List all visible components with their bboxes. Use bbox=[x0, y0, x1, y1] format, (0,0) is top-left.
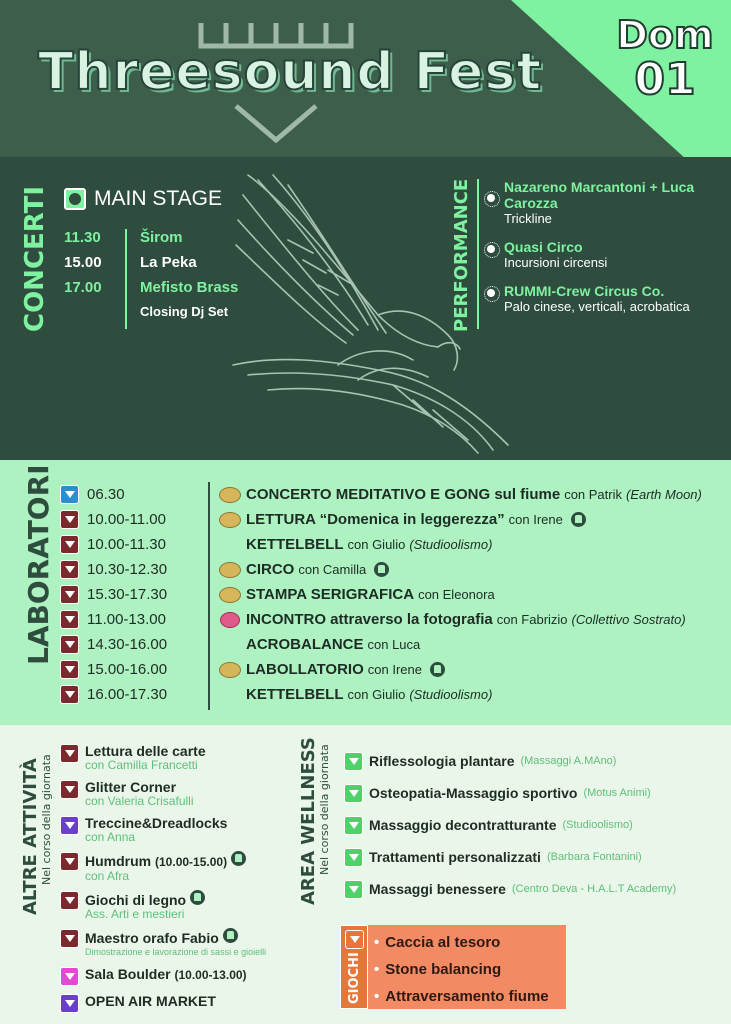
altre-item bbox=[60, 815, 290, 844]
altre-host: con Valeria Crisafulli bbox=[85, 794, 194, 808]
family-icon bbox=[223, 928, 238, 943]
day-number: 01 bbox=[634, 54, 696, 105]
altre-list bbox=[60, 743, 290, 1020]
lab-event-title: LETTURA “Domenica in leggerezza” bbox=[246, 511, 505, 528]
dropdown-icon bbox=[60, 635, 79, 654]
concert-name: La Peka bbox=[140, 254, 197, 271]
performance-name: Nazareno Marcantoni + Luca Carozza bbox=[504, 179, 695, 211]
lab-event-title: ACROBALANCE bbox=[246, 636, 364, 653]
dropdown-icon bbox=[60, 510, 79, 529]
lab-time-row bbox=[60, 557, 167, 582]
lab-time-row bbox=[60, 682, 167, 707]
coin-icon bbox=[218, 561, 242, 579]
lab-time: 15.30-17.30 bbox=[87, 586, 168, 603]
family-icon bbox=[231, 851, 246, 866]
lab-event-host: con Luca bbox=[367, 637, 421, 652]
sun-icon bbox=[484, 286, 498, 300]
lab-event-org: (Collettivo Sostrato) bbox=[571, 612, 686, 627]
dropdown-icon bbox=[344, 880, 363, 899]
lab-event-host: con Eleonora bbox=[418, 587, 495, 602]
performance-name: Quasi Circo bbox=[504, 239, 583, 255]
concert-time: 15.00 bbox=[64, 254, 102, 271]
lab-time: 10.30-12.30 bbox=[87, 561, 168, 578]
performance-item bbox=[484, 239, 724, 271]
lab-event-host: con Irene bbox=[508, 512, 563, 527]
concert-name: Širom bbox=[140, 229, 183, 246]
dropdown-icon bbox=[60, 610, 79, 629]
lab-event-org: (Earth Moon) bbox=[626, 487, 702, 502]
lab-event bbox=[218, 657, 702, 682]
altre-item bbox=[60, 928, 290, 959]
bullet: • bbox=[374, 961, 380, 978]
altre-host: Ass. Arti e mestieri bbox=[85, 907, 185, 921]
altre-item bbox=[60, 851, 290, 883]
dropdown-icon bbox=[60, 535, 79, 554]
lab-event bbox=[218, 557, 702, 582]
lab-time: 10.00-11.30 bbox=[87, 536, 166, 553]
wellness-list bbox=[344, 745, 676, 905]
lab-time-row bbox=[60, 507, 167, 532]
altre-name: Glitter Corner bbox=[85, 779, 177, 795]
lab-time: 16.00-17.30 bbox=[87, 686, 168, 703]
performance-desc: Trickline bbox=[504, 211, 552, 226]
performance-item bbox=[484, 283, 724, 315]
dropdown-icon bbox=[60, 967, 79, 986]
wellness-name: Osteopatia-Massaggio sportivo bbox=[369, 785, 578, 801]
giochi-box bbox=[340, 925, 566, 1009]
bullet: • bbox=[374, 934, 380, 951]
dropdown-icon bbox=[344, 752, 363, 771]
dropdown-icon bbox=[60, 585, 79, 604]
dropdown-icon bbox=[60, 929, 79, 948]
dropdown-icon bbox=[345, 930, 364, 949]
dropdown-icon bbox=[60, 852, 79, 871]
wellness-host: (Motus Animi) bbox=[583, 787, 651, 799]
family-icon bbox=[374, 562, 389, 577]
altre-sub-label: Nel corso della giornata bbox=[40, 754, 53, 885]
sun-icon bbox=[484, 191, 498, 205]
lab-time-row bbox=[60, 657, 167, 682]
lab-event-host: con Camilla bbox=[298, 562, 367, 577]
coin-icon bbox=[218, 661, 242, 679]
altre-name: Treccine&Dreadlocks bbox=[85, 815, 228, 831]
wellness-host: (Massaggi A.MAno) bbox=[520, 755, 617, 767]
family-icon bbox=[190, 890, 205, 905]
lab-time-row bbox=[60, 632, 167, 657]
laboratori-section bbox=[0, 460, 731, 725]
altre-time: (10.00-15.00) bbox=[155, 855, 228, 869]
dropdown-icon bbox=[60, 560, 79, 579]
lab-event-title: KETTELBELL bbox=[246, 536, 344, 553]
lab-time-row bbox=[60, 582, 167, 607]
concert-names bbox=[140, 229, 238, 329]
altre-item bbox=[60, 779, 290, 808]
lab-time-row bbox=[60, 482, 167, 507]
concert-divider bbox=[125, 229, 127, 329]
altre-item bbox=[60, 743, 290, 772]
wellness-host: (Barbara Fontanini) bbox=[546, 851, 642, 863]
dropdown-icon bbox=[344, 848, 363, 867]
lab-event bbox=[218, 607, 702, 632]
concert-time: 17.00 bbox=[64, 279, 102, 296]
lab-event-host: con Irene bbox=[367, 662, 422, 677]
altre-host: con Afra bbox=[85, 869, 130, 883]
altre-item bbox=[60, 993, 290, 1013]
lab-time: 14.30-16.00 bbox=[87, 636, 168, 653]
blank-icon bbox=[218, 636, 242, 654]
header bbox=[0, 0, 731, 157]
bottom-section bbox=[0, 725, 731, 1024]
concert-time: 11.30 bbox=[64, 229, 101, 246]
laboratori-label: LABORATORI bbox=[22, 464, 55, 665]
performance-divider bbox=[477, 179, 479, 329]
wellness-item bbox=[344, 841, 676, 873]
lab-event-org: (Studioolismo) bbox=[409, 687, 493, 702]
coin-icon bbox=[218, 586, 242, 604]
concert-times bbox=[64, 229, 124, 329]
wellness-sub-label: Nel corso della giornata bbox=[318, 744, 331, 875]
lab-time: 10.00-11.00 bbox=[87, 511, 166, 528]
dropdown-icon bbox=[60, 744, 79, 763]
performance-desc: Palo cinese, verticali, acrobatica bbox=[504, 299, 690, 314]
family-icon bbox=[430, 662, 445, 677]
lab-event-title: CIRCO bbox=[246, 561, 295, 578]
altre-name: OPEN AIR MARKET bbox=[85, 993, 216, 1009]
wellness-host: (Studioolismo) bbox=[562, 819, 633, 831]
altre-time: (10.00-13.00) bbox=[174, 968, 247, 982]
lab-event-host: con Patrik bbox=[564, 487, 622, 502]
wellness-item bbox=[344, 873, 676, 905]
altre-host: Dimostrazione e lavorazione di sassi e gioielli bbox=[85, 947, 267, 957]
altre-name: Maestro orafo Fabio bbox=[85, 928, 266, 946]
dropdown-icon bbox=[60, 780, 79, 799]
lab-time: 15.00-16.00 bbox=[87, 661, 168, 678]
lab-event-title: CONCERTO MEDITATIVO E GONG sul fiume bbox=[246, 486, 561, 503]
day-name: Dom bbox=[616, 13, 714, 57]
dropdown-icon bbox=[60, 485, 79, 504]
wellness-name: Trattamenti personalizzati bbox=[369, 849, 541, 865]
wellness-label: AREA WELLNESS bbox=[298, 737, 319, 905]
lab-event-title: LABOLLATORIO bbox=[246, 661, 364, 678]
altre-host: con Camilla Francetti bbox=[85, 758, 198, 772]
wellness-name: Massaggio decontratturante bbox=[369, 817, 557, 833]
altre-name: Giochi di legno bbox=[85, 890, 205, 908]
performance-label: PERFORMANCE bbox=[451, 178, 472, 332]
concert-name: Mefisto Brass bbox=[140, 279, 239, 296]
lab-event bbox=[218, 582, 702, 607]
lab-event-host: con Giulio bbox=[347, 687, 406, 702]
wellness-name: Massaggi benessere bbox=[369, 881, 506, 897]
lab-event-title: INCONTRO attraverso la fotografia bbox=[246, 611, 493, 628]
performance-name: RUMMI-Crew Circus Co. bbox=[504, 283, 665, 299]
giochi-item: • Attraversamento fiume bbox=[374, 988, 549, 1005]
lab-event bbox=[218, 682, 702, 707]
dropdown-icon bbox=[344, 816, 363, 835]
giochi-list bbox=[374, 929, 549, 1010]
concert-time bbox=[64, 304, 124, 329]
stage-icon bbox=[64, 188, 86, 210]
altre-name: Lettura delle carte bbox=[85, 743, 206, 759]
altre-label: ALTRE ATTIVITÀ bbox=[20, 758, 41, 915]
main-stage-heading bbox=[64, 187, 222, 211]
family-icon bbox=[571, 512, 586, 527]
giochi-item: • Caccia al tesoro bbox=[374, 934, 501, 951]
coin-icon bbox=[218, 511, 242, 529]
festival-title: Threesound Fest bbox=[38, 42, 543, 102]
blank-icon bbox=[218, 686, 242, 704]
lab-event-title: STAMPA SERIGRAFICA bbox=[246, 586, 415, 603]
altre-item bbox=[60, 966, 290, 986]
bullet: • bbox=[374, 988, 380, 1005]
wellness-host: (Centro Deva - H.A.L.T Academy) bbox=[511, 883, 677, 895]
lab-event bbox=[218, 532, 702, 557]
altre-name: Sala Boulder (10.00-13.00) bbox=[85, 966, 247, 982]
lab-event-org: (Studioolismo) bbox=[409, 537, 493, 552]
lab-time-row bbox=[60, 532, 167, 557]
lab-event bbox=[218, 482, 702, 507]
lab-time: 11.00-13.00 bbox=[87, 611, 166, 628]
dropdown-icon bbox=[60, 660, 79, 679]
dropdown-icon bbox=[60, 685, 79, 704]
dropdown-icon bbox=[60, 891, 79, 910]
lab-time-row bbox=[60, 607, 167, 632]
sun-icon bbox=[484, 242, 498, 256]
concerti-label: CONCERTI bbox=[20, 185, 50, 332]
altre-item bbox=[60, 890, 290, 921]
dropdown-icon bbox=[344, 784, 363, 803]
performance-item bbox=[484, 179, 724, 227]
lab-event bbox=[218, 507, 702, 532]
wellness-item bbox=[344, 809, 676, 841]
lab-event-host: con Giulio bbox=[347, 537, 406, 552]
concert-name: Closing Dj Set bbox=[140, 304, 229, 319]
wellness-name: Riflessologia plantare bbox=[369, 753, 515, 769]
wellness-item bbox=[344, 745, 676, 777]
lab-event-title: KETTELBELL bbox=[246, 686, 344, 703]
performance-desc: Incursioni circensi bbox=[504, 255, 608, 270]
lab-times bbox=[60, 482, 167, 707]
coin-icon bbox=[218, 486, 242, 504]
giochi-sidebar bbox=[340, 925, 368, 1009]
concerts-section bbox=[0, 157, 731, 460]
dropdown-icon bbox=[60, 994, 79, 1013]
blank-icon bbox=[218, 536, 242, 554]
day-badge bbox=[611, 14, 719, 104]
lab-event-host: con Fabrizio bbox=[496, 612, 568, 627]
lab-divider bbox=[208, 482, 210, 710]
giochi-label: GIOCHI bbox=[347, 952, 362, 1004]
altre-host: con Anna bbox=[85, 830, 136, 844]
dropdown-icon bbox=[60, 816, 79, 835]
main-stage-label: MAIN STAGE bbox=[94, 187, 222, 210]
lab-events bbox=[218, 482, 702, 707]
wellness-item bbox=[344, 777, 676, 809]
lab-time: 06.30 bbox=[87, 486, 125, 503]
giochi-item: • Stone balancing bbox=[374, 961, 502, 978]
lab-event bbox=[218, 632, 702, 657]
altre-name: Humdrum (10.00-15.00) bbox=[85, 851, 246, 870]
performance-list bbox=[484, 179, 724, 327]
pink-coin-icon bbox=[218, 611, 242, 629]
bird-illustration-icon bbox=[228, 165, 528, 455]
